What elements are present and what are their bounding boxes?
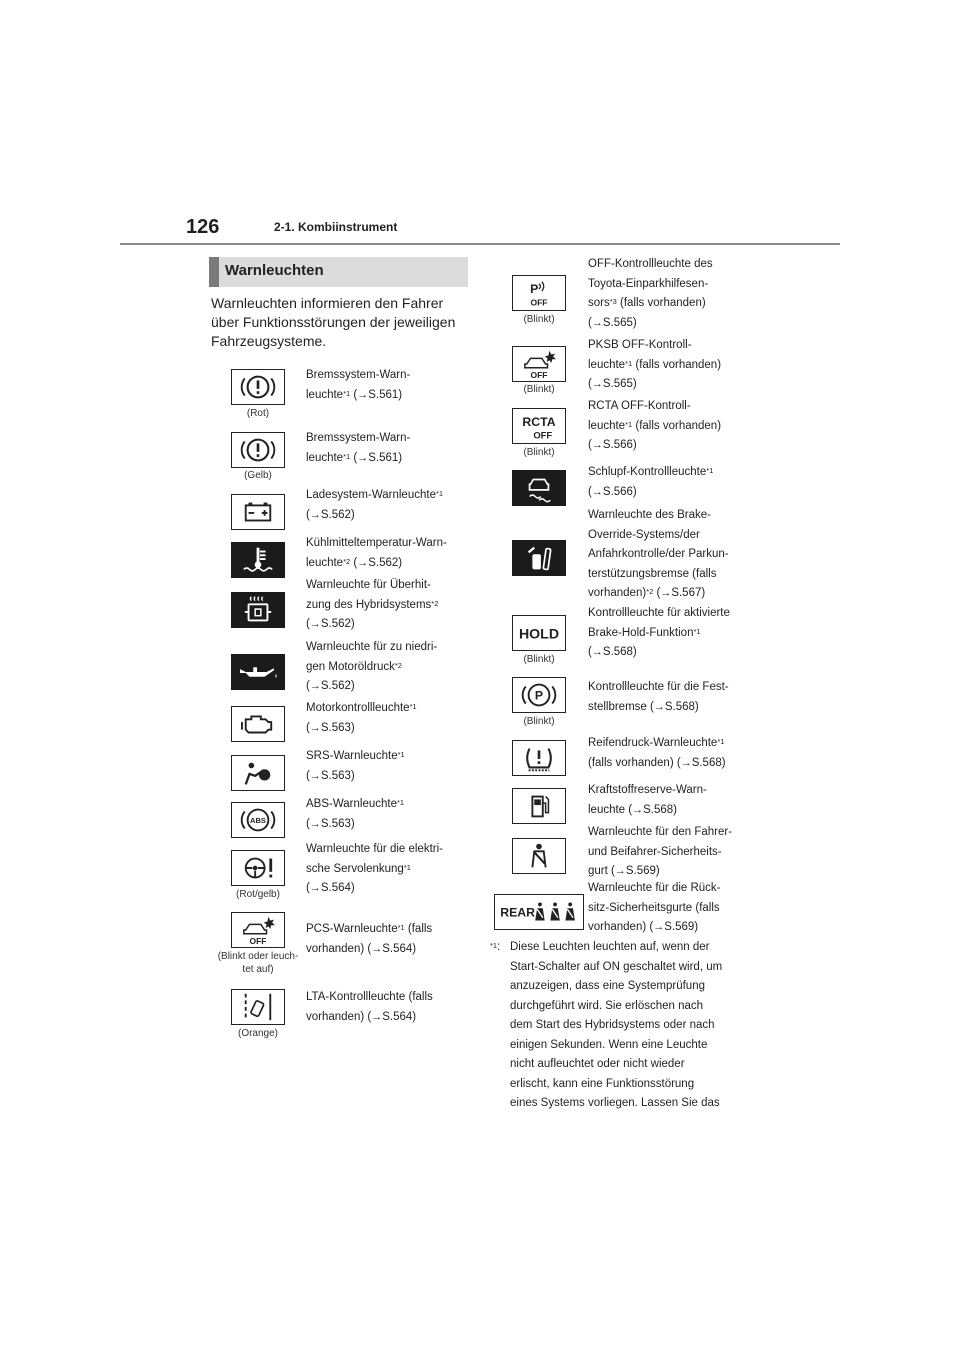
footnote-line: nicht aufleuchtet oder nicht wieder [510,1058,685,1070]
footnote-line: anzuzeigen, dass eine Systemprüfung [510,980,705,992]
footnote-marker: $^{*1}$: [490,941,501,953]
heading-bar [209,257,219,287]
desc-line: Warnleuchte für die elektri- [306,843,443,855]
indicator-caption: (Orange) [237,1028,278,1039]
arrow-icon: → [653,700,665,713]
desc-line: sche Servolenkung$^{*1}$ [306,862,411,875]
svg-text:REAR: REAR [500,905,536,920]
arrow-icon: → [591,378,603,390]
svg-text:OFF: OFF [530,297,548,308]
footnote-ref: *1 [343,451,351,461]
page-number: 126 [186,216,220,238]
desc-line: LTA-Kontrollleuchte (falls [306,991,433,1003]
footnote-ref: *3 [609,297,617,306]
svg-text:P: P [534,688,544,703]
indicator-caption: (Blinkt oder leuch- tet auf) [217,951,299,975]
desc-line: Override-Systems/der [588,528,700,541]
svg-text:RCTA: RCTA [522,415,556,429]
heading-text: Warnleuchten [225,262,324,279]
indicator-description [306,534,447,573]
indicator-description [588,397,721,456]
power-steering-icon [231,850,285,886]
desc-line: ABS-Warnleuchte$^{*1}$ [306,798,405,810]
footnote-ref: *1 [396,798,405,807]
footnote-ref: *1 [706,466,714,475]
desc-line: (→S.563) [306,769,355,782]
arrow-icon: → [680,756,692,769]
footnote-line: eines Systems vorliegen. Lassen Sie das [510,1097,720,1109]
footnote-ref: *1 [403,862,411,872]
desc-line: Toyota-Einparkhilfesen- [588,277,709,290]
desc-line: PKSB OFF-Kontroll- [588,339,692,351]
pcs-off-icon [231,912,285,948]
parking-brake-icon [512,677,566,713]
indicator-description [588,678,729,717]
desc-line: RCTA OFF-Kontroll- [588,400,691,412]
arrow-icon: → [632,803,644,816]
svg-text:ABS: ABS [250,815,266,825]
desc-line: vorhanden)$^{*2}$ (→S.567) [588,587,706,599]
battery-icon [231,494,285,530]
indicator-description [588,823,732,882]
footnote-ref: *1 [717,737,725,746]
arrow-icon: → [357,556,369,569]
indicator-description [588,336,721,395]
desc-line: (→S.566) [588,439,637,451]
oil-pressure-icon [231,654,285,690]
footnote-line: Diese Leuchten leuchten auf, wenn der [510,941,710,953]
indicator-description [306,988,433,1027]
hybrid-overheat-icon [231,592,285,628]
footnote-line: erlischt, kann eine Funktionsstörung [510,1077,695,1090]
indicator-description [306,795,404,834]
indicator-description [306,638,437,697]
footnote-line: einigen Sekunden. Wenn eine Leuchte [510,1038,708,1051]
desc-line: leuchte$^{*1}$ (falls vorhanden) [588,419,722,432]
header-rule [120,243,840,245]
desc-line: Warnleuchte des Brake- [588,509,711,521]
arrow-icon: → [309,618,321,630]
desc-line: leuchte$^{*1}$ (falls vorhanden) [588,358,722,371]
desc-line: vorhanden) (→S.569) [588,921,699,933]
desc-line: Kontrollleuchte für die Fest- [588,681,729,693]
indicator-description [588,255,713,333]
desc-line: (→S.562) [306,618,355,630]
desc-line: (→S.562) [306,508,355,521]
svg-text:P: P [530,282,539,296]
indicator-description [588,734,726,773]
footnote-line: Start-Schalter auf ON geschaltet wird, um [510,960,723,973]
indicator-caption: (Rot) [246,408,270,419]
svg-text:OFF: OFF [533,430,553,442]
indicator-caption: (Blinkt) [523,314,555,325]
rcta-off-icon [512,408,566,444]
desc-line: SRS-Warnleuchte$^{*1}$ [306,750,405,762]
arrow-icon: → [591,316,603,329]
pksb-off-icon [512,346,566,382]
desc-line: Anfahrkontrolle/der Parkun- [588,548,729,560]
slip-indicator-icon [512,470,566,506]
desc-line: Warnleuchte für den Fahrer- [588,826,733,838]
airbag-srs-icon [231,755,285,791]
desc-line: vorhanden) (→S.564) [306,942,417,955]
indicator-description [588,879,721,938]
indicator-description [588,506,729,604]
hold-icon [512,615,566,651]
rear-seatbelt-icon [494,894,584,930]
desc-line: gurt (→S.569) [588,865,660,877]
footnote-line: dem Start des Hybridsystems oder nach [510,1019,715,1031]
desc-line: Warnleuchte für zu niedri- [306,641,438,653]
section-heading [209,257,468,287]
indicator-caption: (Blinkt) [523,384,555,395]
desc-line: (→S.563) [306,721,355,734]
footnote-ref: *2 [394,660,402,670]
seatbelt-icon [512,838,566,874]
abs-icon [231,802,285,838]
footnote-ref: *1 [625,419,633,429]
footnote-line: durchgeführt wird. Sie erlöschen nach [510,999,704,1012]
footnote-ref: *1 [693,626,701,636]
indicator-caption: (Rot/gelb) [236,889,280,900]
footnote-body [510,938,770,1114]
desc-line: leuchte$^{*1}$ (→S.561) [306,388,403,401]
arrow-icon: → [614,865,626,877]
desc-line: PCS-Warnleuchte$^{*1}$ (falls [306,923,433,935]
footnote-ref: *1 [625,358,633,368]
arrow-icon: → [357,451,369,464]
lane-trace-icon [231,989,285,1025]
desc-line: leuchte$^{*2}$ (→S.562) [306,556,403,569]
indicator-caption: (Blinkt) [523,716,555,727]
desc-line: (→S.568) [588,646,637,658]
arrow-icon: → [309,882,321,894]
desc-line: sors$^{*3}$ (falls vorhanden) [588,297,706,309]
desc-line: (→S.564) [306,882,355,894]
footnote-ref: *1 [397,923,405,932]
desc-line: leuchte$^{*1}$ (→S.561) [306,451,403,464]
desc-line: Reifendruck-Warnleuchte$^{*1}$ [588,737,725,749]
footnote-ref: *1 [409,702,417,711]
indicator-description [306,840,443,899]
desc-line: Warnleuchte für die Rück- [588,882,721,894]
brake-override-icon [512,540,566,576]
indicator-description [306,366,410,405]
fuel-icon [512,788,566,824]
tire-pressure-icon [512,740,566,776]
footnote-ref: *1 [397,750,405,759]
desc-line: sitz-Sicherheitsgurte (falls [588,901,720,914]
svg-text:OFF: OFF [530,370,548,381]
indicator-description [588,604,730,663]
desc-line: (falls vorhanden) (→S.568) [588,756,726,769]
desc-line: terstützungsbremse (falls [588,567,717,580]
footnote-ref: *2 [646,587,654,596]
arrow-icon: → [591,485,603,498]
desc-line: stellbremse (→S.568) [588,700,699,713]
indicator-caption: (Blinkt) [523,447,555,458]
svg-text:HOLD: HOLD [518,626,560,643]
svg-text:OFF: OFF [249,936,267,947]
desc-line: Ladesystem-Warnleuchte$^{*1}$ [306,489,444,501]
indicator-caption: (Blinkt) [523,654,555,665]
desc-line: (→S.566) [588,485,637,498]
desc-line: OFF-Kontrollleuchte des [588,258,713,270]
coolant-temperature-icon [231,542,285,578]
desc-line: (→S.565) [588,316,637,329]
desc-line: (→S.562) [306,680,355,692]
section-title: 2-1. Kombiinstrument [274,220,398,234]
indicator-description [306,576,438,635]
intro-paragraph: Warnleuchten informieren den Fahrer über Funktionsstörungen der jeweiligen Fahrzeugsysteme. [211,295,456,349]
arrow-icon: → [660,587,672,599]
engine-check-icon [231,706,285,742]
arrow-icon: → [309,508,321,521]
indicator-description [306,699,417,738]
desc-line: Schlupf-Kontrollleuchte$^{*1}$ [588,466,714,478]
desc-line: (→S.563) [306,817,355,830]
arrow-icon: → [309,680,321,692]
parking-sensor-off-icon [512,275,566,311]
brake-warning-icon [231,369,285,405]
arrow-icon: → [357,388,369,401]
indicator-description [306,486,443,525]
footnote-ref: *2 [343,556,351,566]
desc-line: Motorkontrollleuchte$^{*1}$ [306,702,417,714]
desc-line: Kühlmitteltemperatur-Warn- [306,537,447,549]
indicator-description [588,463,713,502]
arrow-icon: → [309,817,321,830]
arrow-icon: → [653,921,665,933]
desc-line: Kontrollleuchte für aktivierte [588,607,730,619]
footnote-ref: *1 [343,388,351,398]
desc-line: Bremssystem-Warn- [306,432,411,444]
desc-line: und Beifahrer-Sicherheits- [588,845,722,858]
indicator-description [306,920,432,959]
desc-line: Bremssystem-Warn- [306,369,411,381]
desc-line: Warnleuchte für Überhit- [306,579,431,591]
footnote-ref: *2 [431,598,439,608]
brake-warning-icon [231,432,285,468]
desc-line: vorhanden) (→S.564) [306,1010,417,1023]
desc-line: Kraftstoffreserve-Warn- [588,784,707,796]
desc-line: leuchte (→S.568) [588,803,677,816]
arrow-icon: → [309,769,321,782]
footnote-ref: *1 [435,489,444,498]
arrow-icon: → [371,1010,383,1023]
desc-line: Brake-Hold-Funktion$^{*1}$ [588,626,701,639]
arrow-icon: → [591,646,603,658]
arrow-icon: → [371,942,383,955]
desc-line: gen Motoröldruck$^{*2}$ [306,660,402,673]
arrow-icon: → [591,439,603,451]
desc-line: zung des Hybridsystems$^{*2}$ [306,598,439,611]
indicator-caption: (Gelb) [244,470,272,481]
arrow-icon: → [309,721,321,734]
desc-line: (→S.565) [588,378,637,390]
indicator-description [306,429,410,468]
indicator-description [588,781,707,820]
indicator-description [306,747,405,786]
